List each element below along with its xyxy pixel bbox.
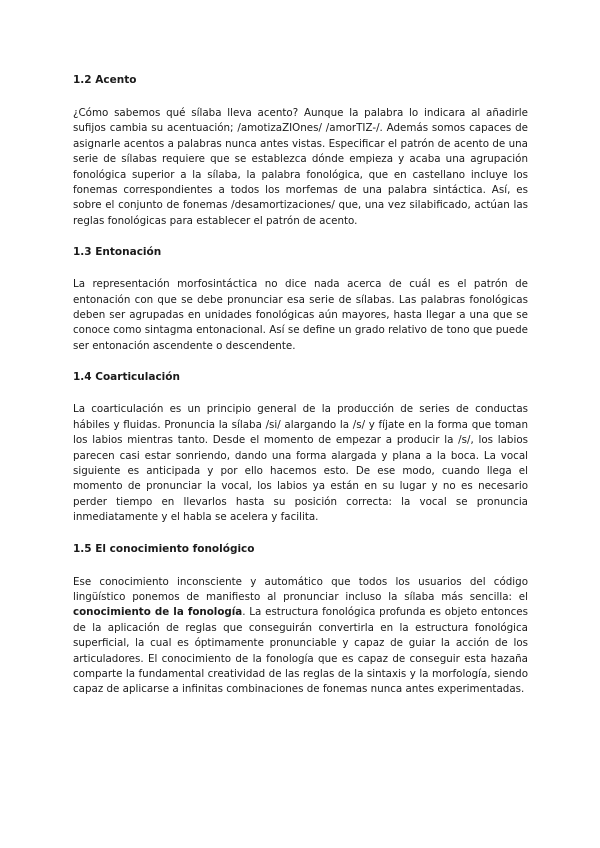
section-heading-conocimiento: 1.5 El conocimiento fonológico [73,542,255,555]
section-heading-coarticulacion: 1.4 Coarticulación [73,371,180,384]
bold-term: conocimiento de la fonología [73,606,243,619]
section-heading-entonacion: 1.3 Entonación [73,246,162,259]
body-text-after: . La estructura fonológica profunda es objeto entonces de la aplicación de reglas que conseguirán convertirla en la estructura fonológica superficial, la cual es óptimamente pronunciable y capaz de guiar la acción de los articuladores. El conocimiento de la fonología que es capaz de conseguir esta hazaña comparte la fundamental creatividad de las reglas de la sintaxis y la morfología, siendo capaz de aplicarse a infinitas combinaciones de fonemas nunca antes experimentadas. [73,606,528,696]
section-heading-acento: 1.2 Acento [73,74,137,86]
body-text-before: Ese conocimiento inconsciente y automático que todos los usuarios del código lingüístico ponemos de manifiesto al pronunciar incluso la sílaba más sencilla: el [73,575,528,603]
section-body-conocimiento [73,575,528,698]
section-body-entonacion: La representación morfosintáctica no dice nada acerca de cuál es el patrón de entonación con que se debe pronunciar esa serie de sílabas. Las palabras fonológicas deben ser agrupadas en unidades fonológicas aún mayores, hasta llegar a una que se conoce como sintagma entonacional. Así se define un grado relativo de tono que puede ser entonación ascendente o descendente. [73,278,528,352]
section-body-coarticulacion: La coarticulación es un principio general de la producción de series de conductas hábiles y fluidas. Pronuncia la sílaba /si/ alargando la /s/ y fíjate en la forma que toman los labios mientras tanto. Desde el momento de empezar a producir la /s/, los labios parecen casi estar sonriendo, dando una forma alargada y plana a la boca. La vocal siguiente es anticipada y por ello hacemos esto. De ese modo, cuando llega el momento de pronunciar la vocal, los labios ya están en su lugar y no es necesario perder tiempo en llevarlos hasta su posición correcta: la vocal se pronuncia inmediatamente y el habla se acelera y facilita. [73,403,528,524]
section-body-acento: ¿Cómo sabemos qué sílaba lleva acento? Aunque la palabra lo indicara al añadirle sufijos cambia su acentuación; /amotizaZIOnes/ /amorTIZ-/. Además somos capaces de asignarle acentos a palabras nunca antes vistas. Especificar el patrón de acento de una serie de sílabas requiere que se establezca dónde empieza y acaba una agrupación fonológica superior a la sílaba, la palabra fonológica, que en castellano incluye los fonemas correspondientes a todos los morfemas de una palabra sintáctica. Así, es sobre el conjunto de fonemas /desamortizaciones/ que, una vez silabificado, actúan las reglas fonológicas para establecer el patrón de acento. [73,107,528,227]
